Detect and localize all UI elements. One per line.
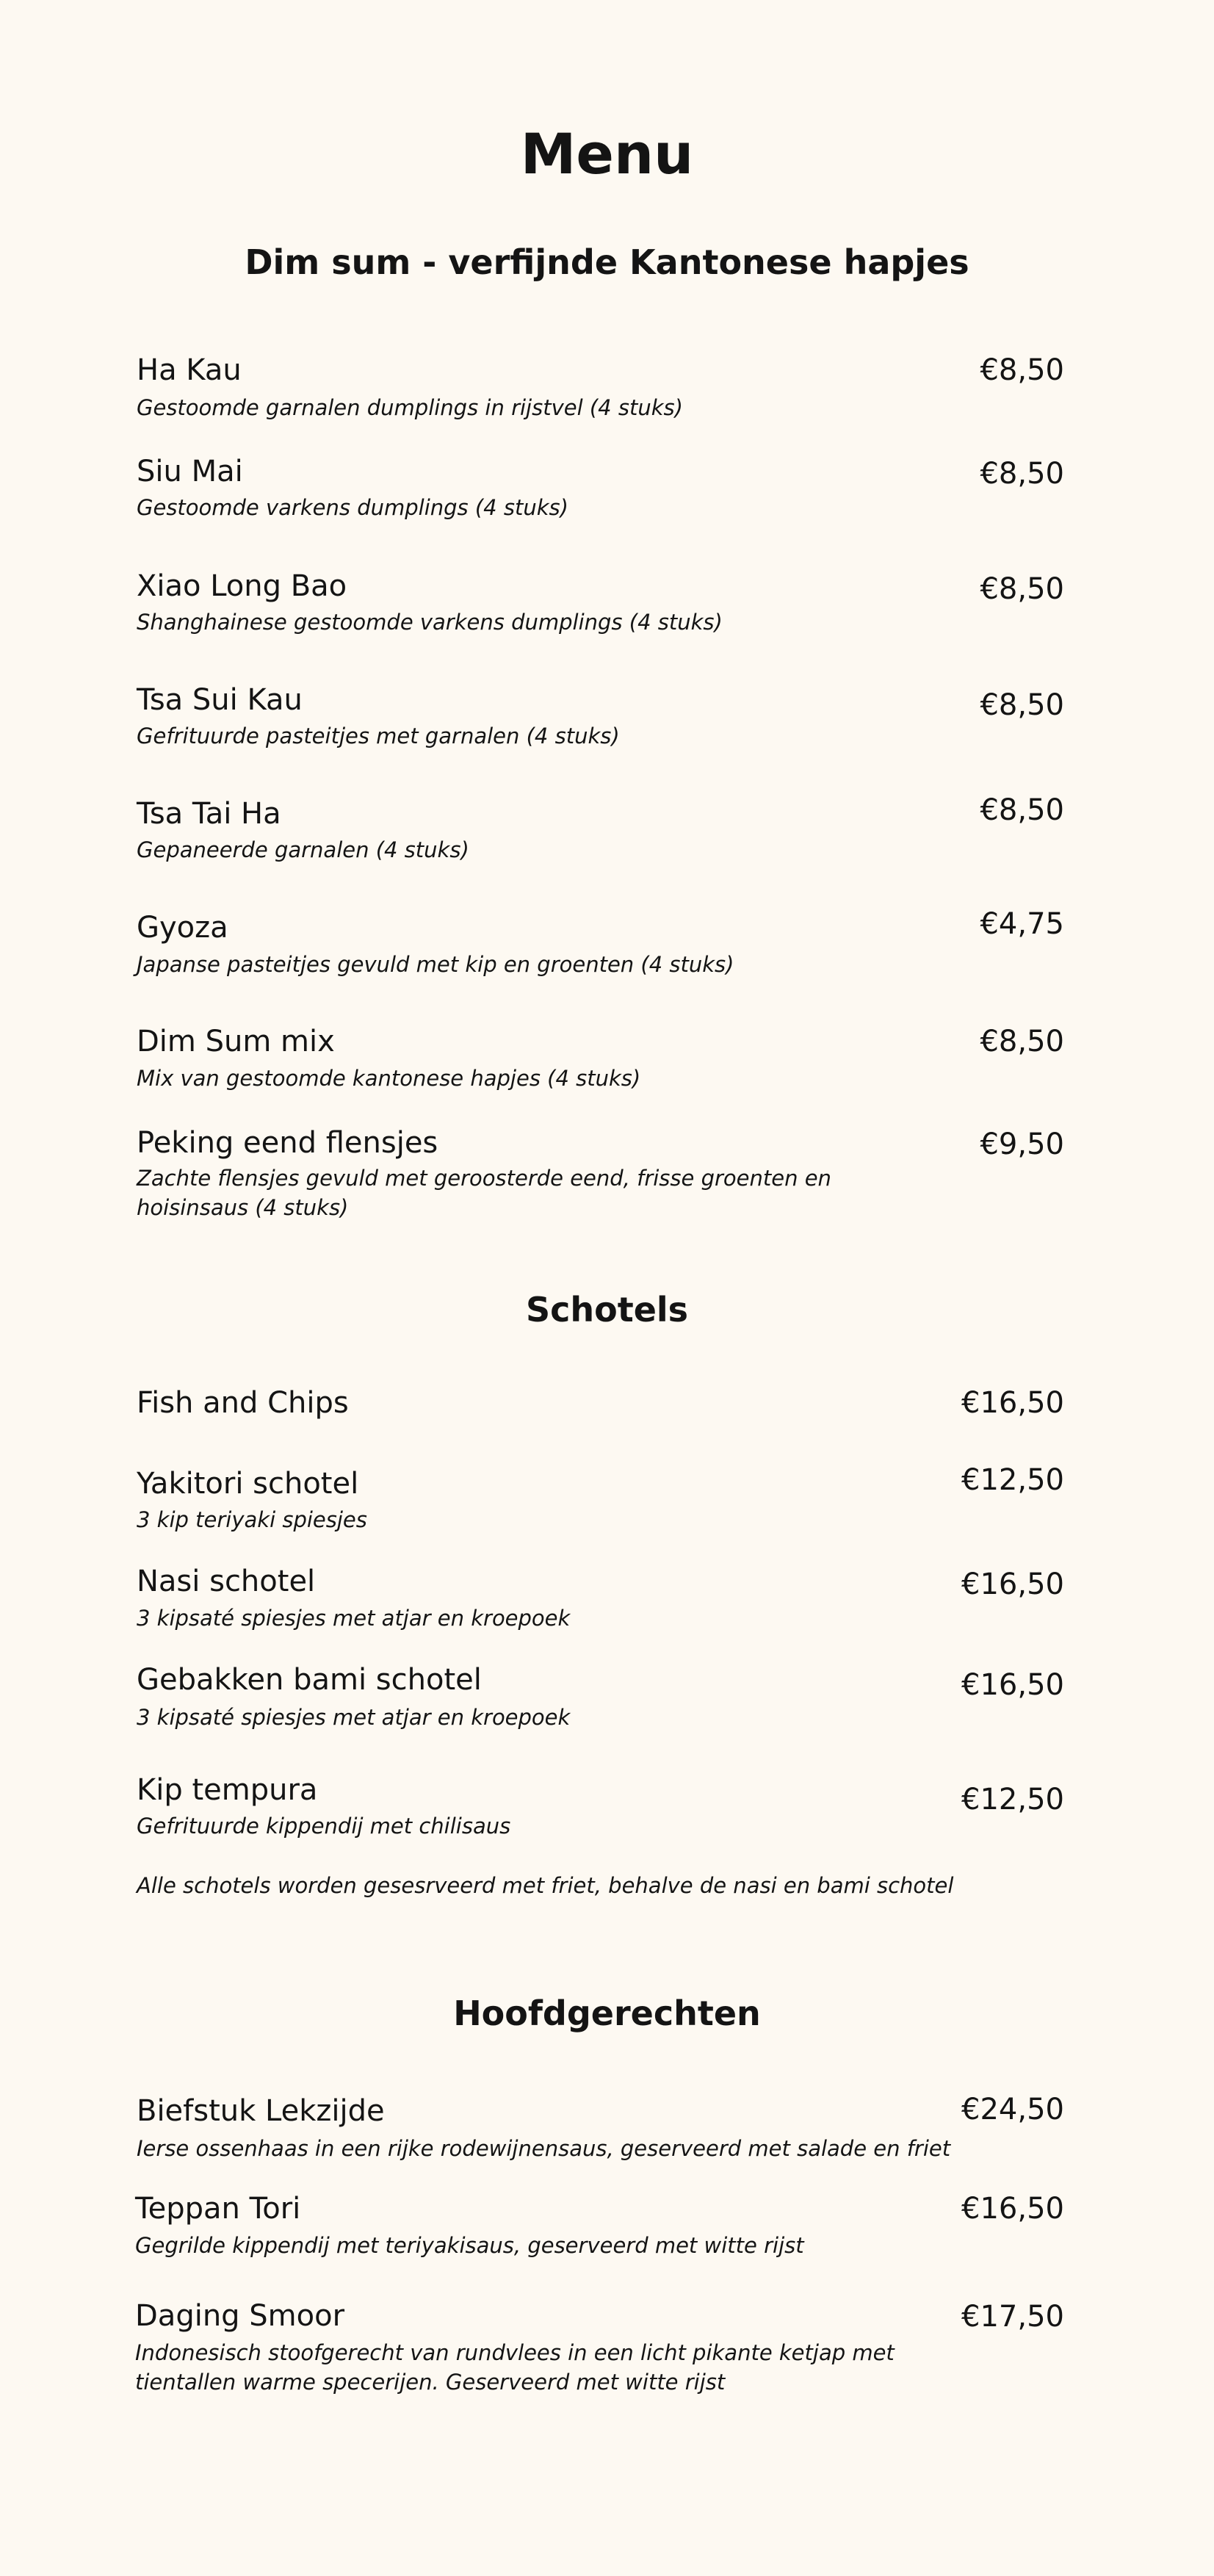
item-name: Tsa Sui Kau [137,683,303,717]
item-name: Fish and Chips [137,1386,349,1420]
item-price: €8,50 [980,353,1064,387]
item-description: Indonesisch stoofgerecht van rundvlees in een licht pikante ketjap met tientallen warme specerijen. Geserveerd met witte rijst [135,2340,895,2395]
item-name: Siu Mai [137,455,243,488]
item-description: Japanse pasteitjes gevuld met kip en groenten (4 stuks) [137,952,734,977]
item-description: Gefrituurde pasteitjes met garnalen (4 stuks) [137,724,620,748]
item-description: 3 kipsaté spiesjes met atjar en kroepoek [137,1606,571,1631]
item-name: Dim Sum mix [137,1025,335,1058]
item-price: €16,50 [961,1386,1064,1420]
item-price: €4,75 [980,907,1064,941]
section-heading-dim-sum: Dim sum - verfijnde Kantonese hapjes [245,242,969,282]
item-price: €24,50 [961,2093,1064,2126]
item-price: €9,50 [980,1128,1064,1161]
item-price: €16,50 [961,1567,1064,1601]
item-price: €12,50 [961,1463,1064,1497]
item-name: Daging Smoor [135,2299,345,2333]
item-price: €8,50 [980,793,1064,827]
item-description: Shanghainese gestoomde varkens dumplings (4 stuks) [137,610,723,635]
item-name: Xiao Long Bao [137,569,347,603]
item-name: Teppan Tori [135,2192,301,2226]
item-name: Gyoza [137,911,228,945]
item-description: Gestoomde garnalen dumplings in rijstvel (4 stuks) [137,395,683,420]
item-price: €8,50 [980,688,1064,722]
item-description: Gefrituurde kippendij met chilisaus [137,1814,511,1839]
item-price: €8,50 [980,1025,1064,1058]
item-description: 3 kip teriyaki spiesjes [137,1507,367,1532]
item-description: Zachte flensjes gevuld met geroosterde eend, frisse groenten en hoisinsaus (4 stuks) [137,1166,831,1220]
item-name: Ha Kau [137,353,242,387]
section-heading-hoofdgerechten: Hoofdgerechten [453,1994,761,2033]
item-name: Gebakken bami schotel [137,1663,482,1697]
item-description: Gegrilde kippendij met teriyakisaus, geserveerd met witte rijst [135,2233,804,2258]
item-price: €17,50 [961,2300,1064,2334]
item-price: €12,50 [961,1783,1064,1816]
item-description: Mix van gestoomde kantonese hapjes (4 stuks) [137,1066,641,1091]
item-name: Nasi schotel [137,1565,316,1598]
item-price: €16,50 [961,1668,1064,1702]
item-price: €8,50 [980,457,1064,491]
item-name: Peking eend flensjes [137,1126,438,1160]
item-name: Yakitori schotel [137,1467,359,1501]
item-description: Gestoomde varkens dumplings (4 stuks) [137,495,568,520]
item-name: Kip tempura [137,1773,318,1807]
section-heading-schotels: Schotels [525,1290,689,1330]
page-title: Menu [520,121,694,187]
item-description: Ierse ossenhaas in een rijke rodewijnensaus, geserveerd met salade en friet [137,2136,951,2161]
item-name: Tsa Tai Ha [137,797,281,831]
item-description: 3 kipsaté spiesjes met atjar en kroepoek [137,1705,571,1730]
item-description: Gepaneerde garnalen (4 stuks) [137,837,469,862]
schotels-note: Alle schotels worden gesesrveerd met friet, behalve de nasi en bami schotel [137,1873,954,1898]
item-name: Biefstuk Lekzijde [137,2094,385,2128]
item-price: €8,50 [980,572,1064,606]
item-price: €16,50 [961,2192,1064,2226]
